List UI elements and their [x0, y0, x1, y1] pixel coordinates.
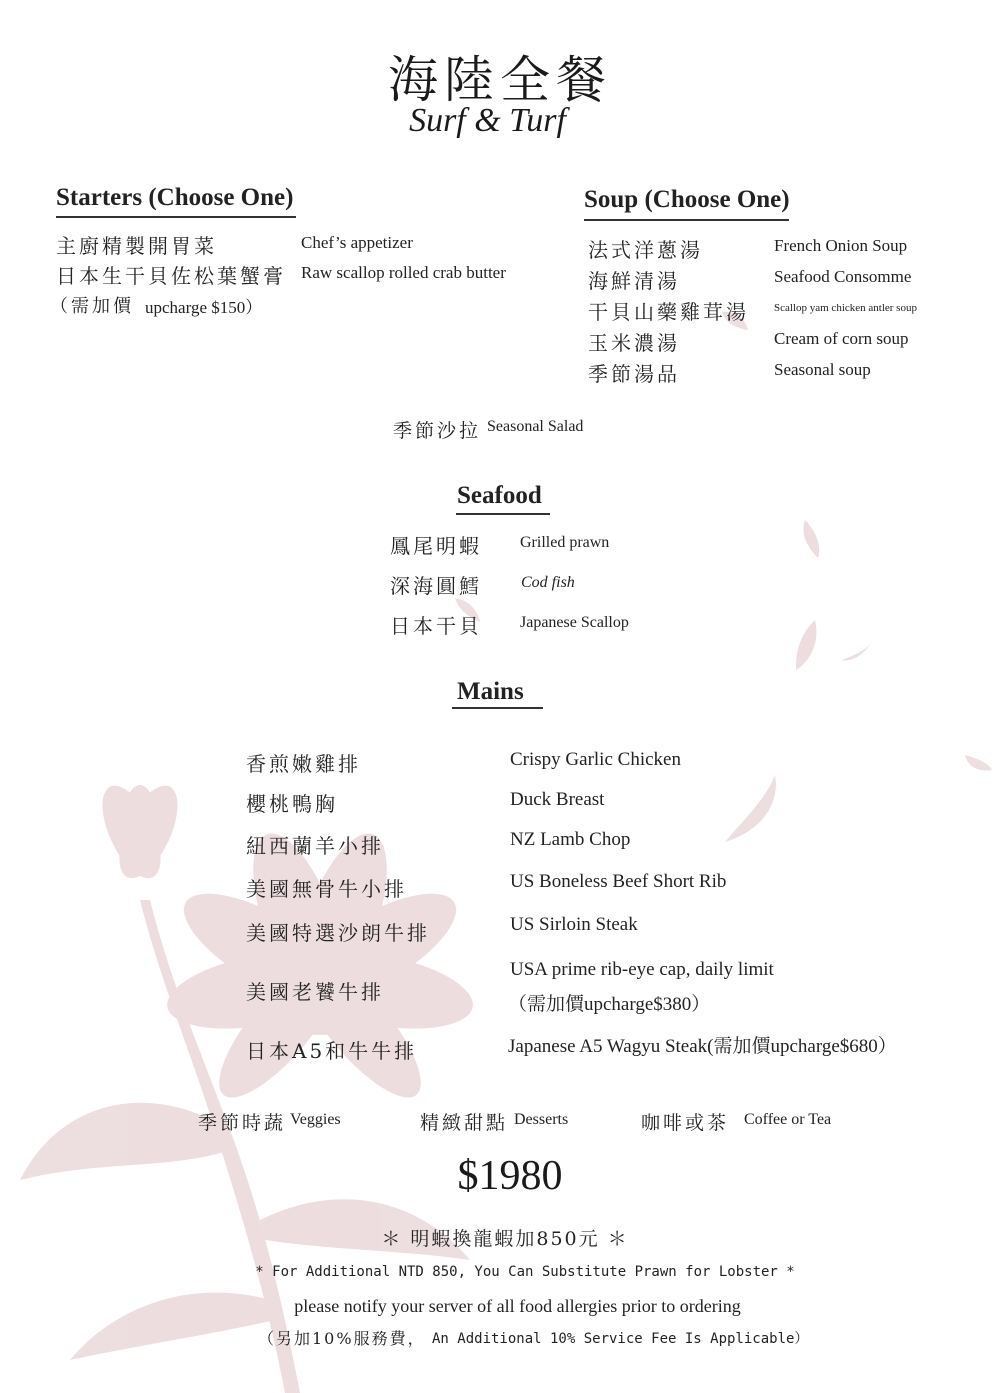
seafood-underline: [456, 513, 550, 515]
side-zh: 季節時蔬: [198, 1112, 287, 1134]
menu-title-zh: 海陸全餐: [388, 51, 612, 109]
service-fee-zh: （另加10%服務費，: [258, 1329, 426, 1348]
main-zh: 紐西蘭羊小排: [246, 834, 384, 858]
starter-upcharge-zh: （需加價: [50, 296, 134, 317]
main-zh: 美國無骨牛小排: [246, 877, 407, 901]
soup-en: French Onion Soup: [774, 236, 908, 255]
main-zh: 日本A5和牛牛排: [246, 1039, 418, 1063]
starters-underline: [56, 216, 296, 218]
mains-underline: [452, 707, 543, 709]
main-en: Duck Breast: [510, 789, 605, 810]
main-en: USA prime rib-eye cap, daily limit: [510, 959, 774, 980]
main-zh: 櫻桃鴨胸: [246, 792, 338, 816]
mains-heading: Mains: [457, 678, 524, 705]
starter-en: Raw scallop rolled crab butter: [301, 263, 506, 282]
starter-upcharge-en: upcharge $150）: [145, 298, 263, 317]
main-en: NZ Lamb Chop: [510, 829, 631, 850]
main-zh: 香煎嫩雞排: [246, 752, 361, 776]
seafood-zh: 深海圓鱈: [390, 574, 482, 598]
side-en: Coffee or Tea: [744, 1111, 832, 1128]
lobster-note-zh: ＊ 明蝦換龍蝦加850元 ＊: [381, 1228, 629, 1250]
soup-en: Cream of corn soup: [774, 329, 909, 348]
soup-zh: 海鮮清湯: [588, 269, 680, 293]
soup-zh: 干貝山藥雞茸湯: [588, 300, 749, 324]
main-en: US Sirloin Steak: [510, 914, 638, 935]
menu-title-en: Surf & Turf: [409, 102, 566, 139]
soup-en: Seafood Consomme: [774, 267, 912, 286]
side-zh: 咖啡或茶: [641, 1112, 730, 1134]
service-fee-en: An Additional 10% Service Fee Is Applicable）: [432, 1331, 809, 1347]
starters-heading: Starters (Choose One): [56, 184, 294, 211]
side-zh: 精緻甜點: [420, 1112, 509, 1134]
salad-zh: 季節沙拉: [393, 420, 482, 442]
main-zh: 美國特選沙朗牛排: [246, 921, 430, 945]
starter-zh: 主廚精製開胃菜: [56, 234, 217, 258]
seafood-en: Japanese Scallop: [520, 614, 629, 631]
starter-zh: 日本生干貝佐松葉蟹膏: [56, 264, 286, 288]
lobster-note-en: * For Additional NTD 850, You Can Substitute Prawn for Lobster *: [255, 1264, 795, 1280]
allergy-note: please notify your server of all food allergies prior to ordering: [294, 1296, 741, 1316]
side-en: Desserts: [514, 1111, 569, 1128]
main-zh: 美國老饕牛排: [246, 980, 384, 1004]
seafood-en: Cod fish: [521, 574, 575, 591]
main-en: US Boneless Beef Short Rib: [510, 871, 727, 892]
soup-underline: [584, 219, 789, 221]
soup-en: Seasonal soup: [774, 360, 871, 379]
seafood-heading: Seafood: [457, 482, 542, 509]
side-en: Veggies: [290, 1111, 341, 1128]
seafood-en: Grilled prawn: [520, 534, 610, 551]
soup-heading: Soup (Choose One): [584, 186, 790, 213]
soup-en: Scallop yam chicken antler soup: [774, 302, 917, 314]
soup-zh: 季節湯品: [588, 362, 680, 386]
salad-en: Seasonal Salad: [487, 418, 584, 435]
soup-zh: 法式洋蔥湯: [588, 238, 703, 262]
main-en: Japanese A5 Wagyu Steak(需加價upcharge$680）: [508, 1036, 897, 1057]
main-upcharge: （需加價upcharge$380）: [508, 994, 711, 1015]
main-en: Crispy Garlic Chicken: [510, 749, 681, 770]
seafood-zh: 鳳尾明蝦: [390, 534, 482, 558]
starter-en: Chef’s appetizer: [301, 233, 413, 252]
seafood-zh: 日本干貝: [390, 614, 482, 638]
soup-zh: 玉米濃湯: [588, 331, 680, 355]
price: $1980: [457, 1153, 563, 1199]
